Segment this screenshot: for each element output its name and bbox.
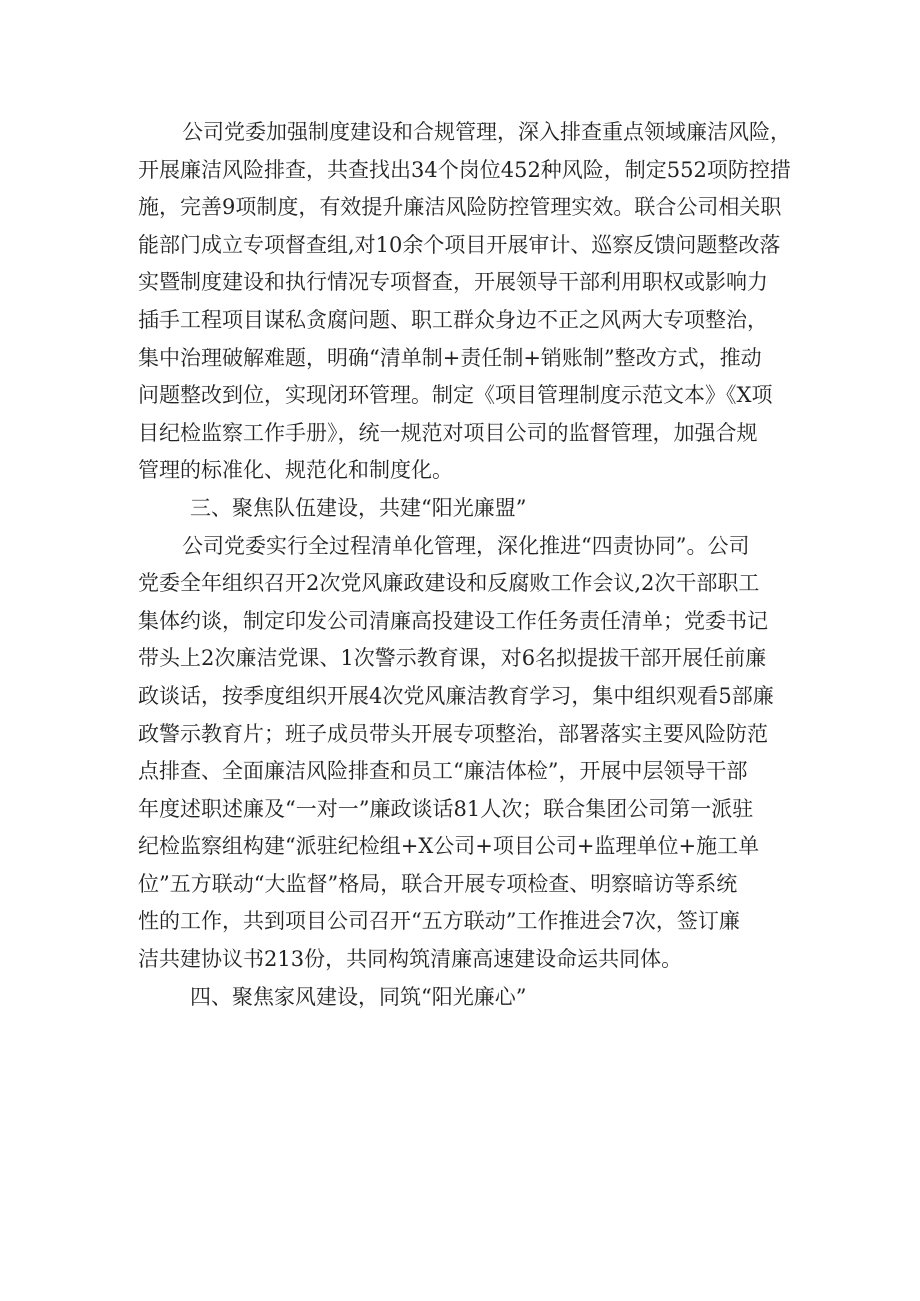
paragraph-line: 带头上2次廉洁党课、1次警示教育课，对6名拟提拔干部开展任前廉 xyxy=(138,646,767,671)
paragraph-line: 开展廉洁风险排查，共查找出34个岗位452种风险，制定552项防控措 xyxy=(138,157,791,182)
paragraph-line: 公司党委加强制度建设和合规管理，深入排查重点领域廉洁风险， xyxy=(182,120,791,144)
paragraph-line: 点排查、全面廉洁风险排查和员工“廉洁体检”，开展中层领导干部 xyxy=(138,759,748,784)
section-heading-4: 四、聚焦家风建设，同筑“阳光廉心” xyxy=(190,984,527,1009)
paragraph-line: 集中治理破解难题，明确“清单制+责任制+销账制”整改方式，推动 xyxy=(138,345,762,370)
document-body xyxy=(138,114,802,1016)
paragraph-line: 插手工程项目谋私贪腐问题、职工群众身边不正之风两大专项整治， xyxy=(138,307,768,332)
paragraph-line: 实暨制度建设和执行情况专项督查，开展领导干部利用职权或影响力 xyxy=(138,270,768,295)
paragraph-line: 党委全年组织召开2次党风廉政建设和反腐败工作会议,2次干部职工 xyxy=(138,571,760,596)
paragraph-line: 政警示教育片；班子成员带头开展专项整治，部署落实主要风险防范 xyxy=(138,721,768,746)
paragraph-line: 纪检监察组构建“派驻纪检组+X公司+项目公司+监理单位+施工单 xyxy=(138,834,760,859)
paragraph-line: 年度述职述廉及“一对一”廉政谈话81人次；联合集团公司第一派驻 xyxy=(138,796,754,821)
paragraph-line: 性的工作，共到项目公司召开“五方联动”工作推进会7次，签订廉 xyxy=(138,909,740,934)
paragraph-line: 问题整改到位，实现闭环管理。制定《项目管理制度示范文本》《X项 xyxy=(138,383,773,408)
paragraph-line: 政谈话，按季度组织开展4次党风廉洁教育学习，集中组织观看5部廉 xyxy=(138,683,774,708)
paragraph-line: 集体约谈，制定印发公司清廉高投建设工作任务责任清单；党委书记 xyxy=(138,608,768,633)
section-heading-3: 三、聚焦队伍建设，共建“阳光廉盟” xyxy=(190,495,527,520)
paragraph-line: 施，完善9项制度，有效提升廉洁风险防控管理实效。联合公司相关职 xyxy=(138,195,782,220)
paragraph-line: 管理的标准化、规范化和制度化。 xyxy=(138,458,453,483)
paragraph-line: 位”五方联动“大监督”格局，联合开展专项检查、明察暗访等系统 xyxy=(138,871,738,896)
paragraph-line: 洁共建协议书213份，共同构筑清廉高速建设命运共同体。 xyxy=(138,947,683,972)
paragraph-line: 公司党委实行全过程清单化管理，深化推进“四责协同”。公司 xyxy=(182,533,750,558)
paragraph-line: 能部门成立专项督查组,对10余个项目开展审计、巡察反馈问题整改落 xyxy=(138,232,781,257)
paragraph-line: 目纪检监察工作手册》，统一规范对项目公司的监督管理，加强合规 xyxy=(138,420,758,445)
